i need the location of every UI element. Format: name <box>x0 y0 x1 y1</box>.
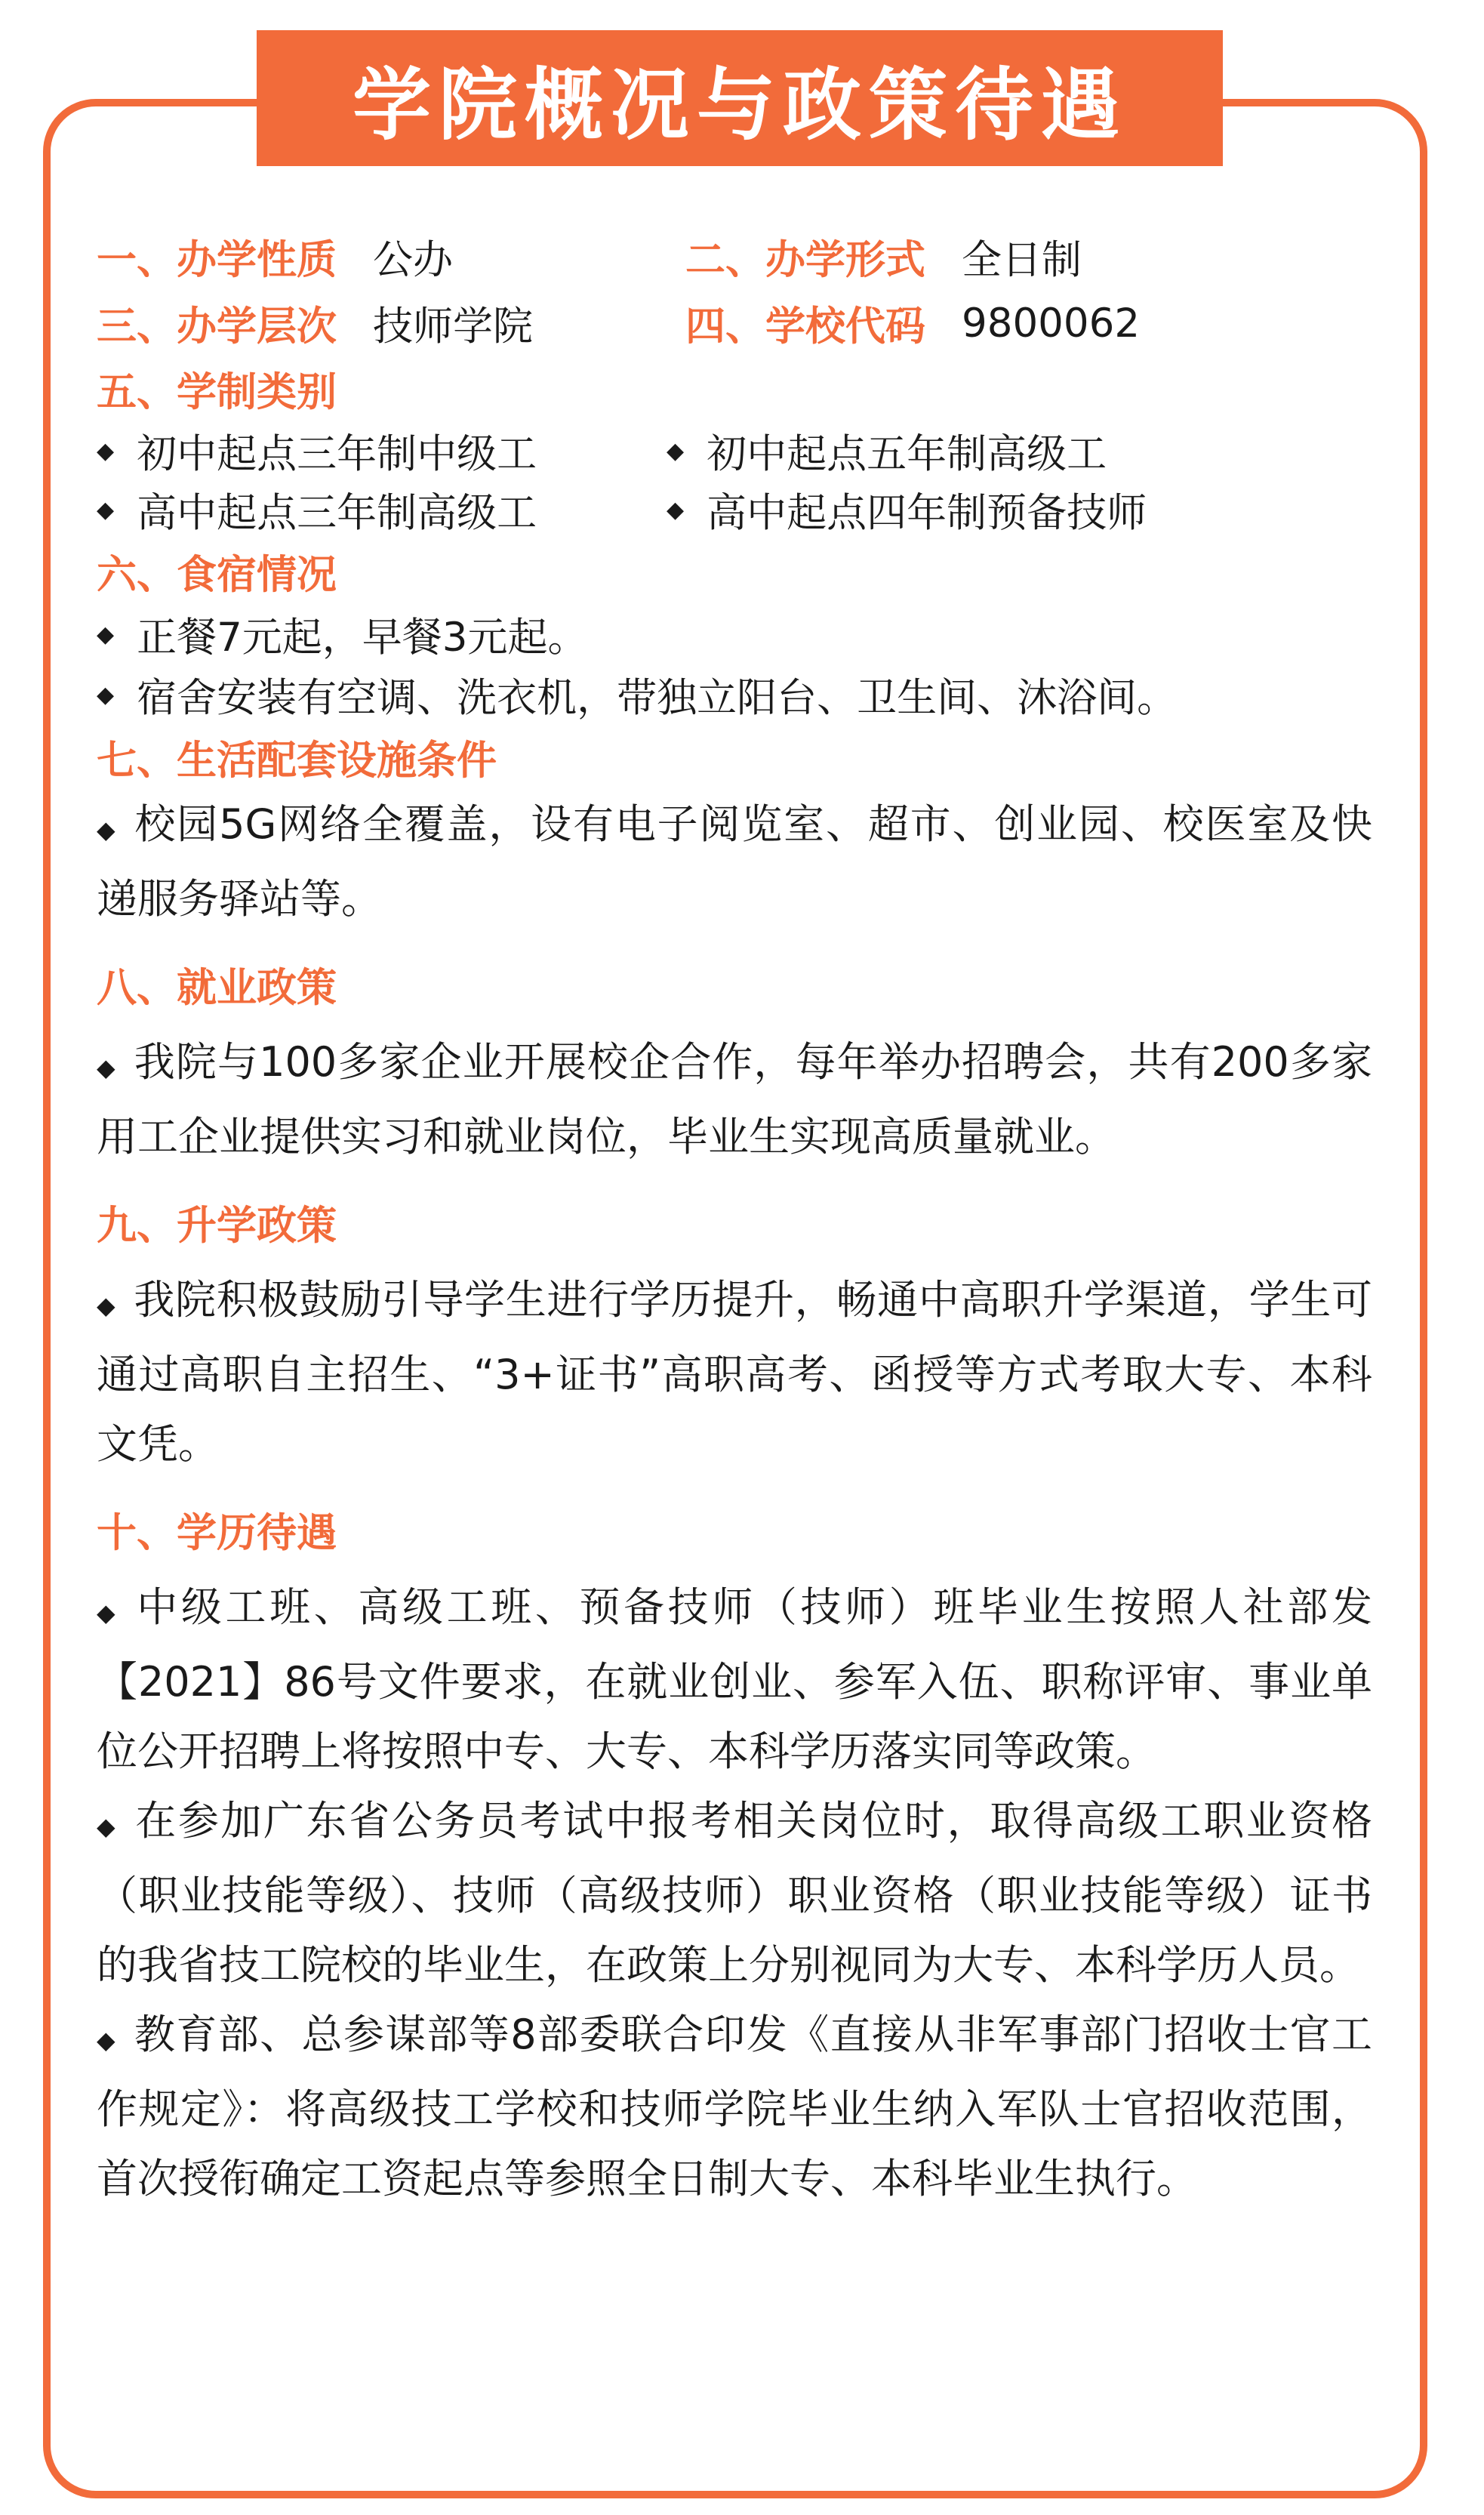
info-value: 全日制 <box>962 237 1082 283</box>
info-label: 一、办学性质 <box>97 237 337 283</box>
info-value: 公办 <box>373 237 453 283</box>
diamond-bullet-icon: ◆ <box>97 1053 116 1082</box>
diamond-bullet-icon: ◆ <box>97 815 117 844</box>
page-title: 学院概况与政策待遇 <box>352 59 1127 151</box>
employment-text: 我院与100多家企业开展校企合作，每年举办招聘会，共有200多家用工企业提供实习和就业岗位，毕业生实现高质量就业。 <box>97 1038 1373 1160</box>
diamond-bullet-icon: ◆ <box>667 496 685 523</box>
section-title: 十、学历待遇 <box>97 1510 337 1556</box>
section-8-title-row <box>97 952 1380 1017</box>
info-label: 二、办学形式 <box>685 237 925 283</box>
section-title: 六、食宿情况 <box>97 552 337 598</box>
section-7-title-row <box>97 725 1380 790</box>
list-item <box>97 604 1380 664</box>
dorm-text: 宿舍安装有空调、洗衣机，带独立阳台、卫生间、沐浴间。 <box>137 675 1178 721</box>
facilities-paragraph <box>97 790 1372 934</box>
list-item <box>97 664 1380 725</box>
section-title: 七、生活配套设施条件 <box>97 738 497 784</box>
diamond-bullet-icon: ◆ <box>97 1291 116 1320</box>
further-study-paragraph <box>97 1265 1372 1479</box>
section-9-title-row <box>97 1190 1380 1255</box>
employment-paragraph <box>97 1028 1372 1172</box>
diamond-bullet-icon: ◆ <box>97 437 115 464</box>
further-study-text: 我院积极鼓励引导学生进行学历提升，畅通中高职升学渠道，学生可通过高职自主招生、“3+证书”高职高考、函授等方式考取大专、本科文凭。 <box>97 1276 1373 1468</box>
section-title: 八、就业政策 <box>97 965 337 1011</box>
dining-text: 正餐7元起，早餐3元起。 <box>137 615 588 661</box>
list-item <box>97 480 667 539</box>
qualification-text: 在参加广东省公务员考试中报考相关岗位时，取得高级工职业资格（职业技能等级）、技师（高级技师）职业资格（职业技能等级）证书的我省技工院校的毕业生，在政策上分别视同为大专、本科学历人员。 <box>97 1797 1373 1989</box>
info-level <box>97 294 685 352</box>
qualification-text: 中级工班、高级工班、预备技师（技师）班毕业生按照人社部发【2021】86号文件要求，在就业创业、参军入伍、职称评审、事业单位公开招聘上将按照中专、大专、本科学历落实同等政策。 <box>97 1583 1373 1775</box>
section-6-title-row <box>97 539 1380 604</box>
info-form <box>685 228 1082 285</box>
info-row-2 <box>97 290 1380 356</box>
program-label: 高中起点四年制预备技师 <box>707 490 1147 536</box>
list-item <box>97 421 667 480</box>
list-item <box>667 480 1376 539</box>
section-10-title-row <box>97 1497 1380 1562</box>
diamond-bullet-icon: ◆ <box>97 681 115 708</box>
qualification-text: 教育部、总参谋部等8部委联合印发《直接从非军事部门招收士官工作规定》：将高级技工学校和技师学院毕业生纳入军队士官招收范围，首次授衔确定工资起点等参照全日制大专、本科毕业生执行。 <box>97 2011 1373 2202</box>
diamond-bullet-icon: ◆ <box>97 621 115 648</box>
info-nature <box>97 228 685 285</box>
section-title: 五、学制类别 <box>97 369 337 415</box>
program-label: 高中起点三年制高级工 <box>137 490 537 536</box>
facilities-text: 校园5G网络全覆盖，设有电子阅览室、超市、创业园、校医室及快递服务驿站等。 <box>97 800 1373 923</box>
diamond-bullet-icon: ◆ <box>97 496 115 523</box>
content <box>97 223 1380 2214</box>
title-banner <box>257 30 1223 166</box>
diamond-bullet-icon: ◆ <box>97 1812 118 1841</box>
qualification-paragraph-2 <box>97 1786 1372 2000</box>
diamond-bullet-icon: ◆ <box>667 437 685 464</box>
info-label: 四、学校代码 <box>685 304 925 350</box>
program-label: 初中起点三年制中级工 <box>137 431 537 477</box>
qualification-paragraph-3 <box>97 2000 1372 2214</box>
programs-grid <box>97 421 1395 539</box>
info-row-1 <box>97 223 1380 290</box>
info-code <box>685 294 1140 352</box>
info-value: 技师学院 <box>373 304 533 350</box>
list-item <box>667 421 1376 480</box>
section-5-title-row <box>97 356 1380 421</box>
diamond-bullet-icon: ◆ <box>97 2026 116 2054</box>
diamond-bullet-icon: ◆ <box>97 1598 119 1627</box>
program-label: 初中起点五年制高级工 <box>707 431 1107 477</box>
info-value: 9800062 <box>962 300 1141 347</box>
qualification-paragraph-1 <box>97 1573 1372 1786</box>
info-label: 三、办学层次 <box>97 304 337 350</box>
section-title: 九、升学政策 <box>97 1203 337 1249</box>
